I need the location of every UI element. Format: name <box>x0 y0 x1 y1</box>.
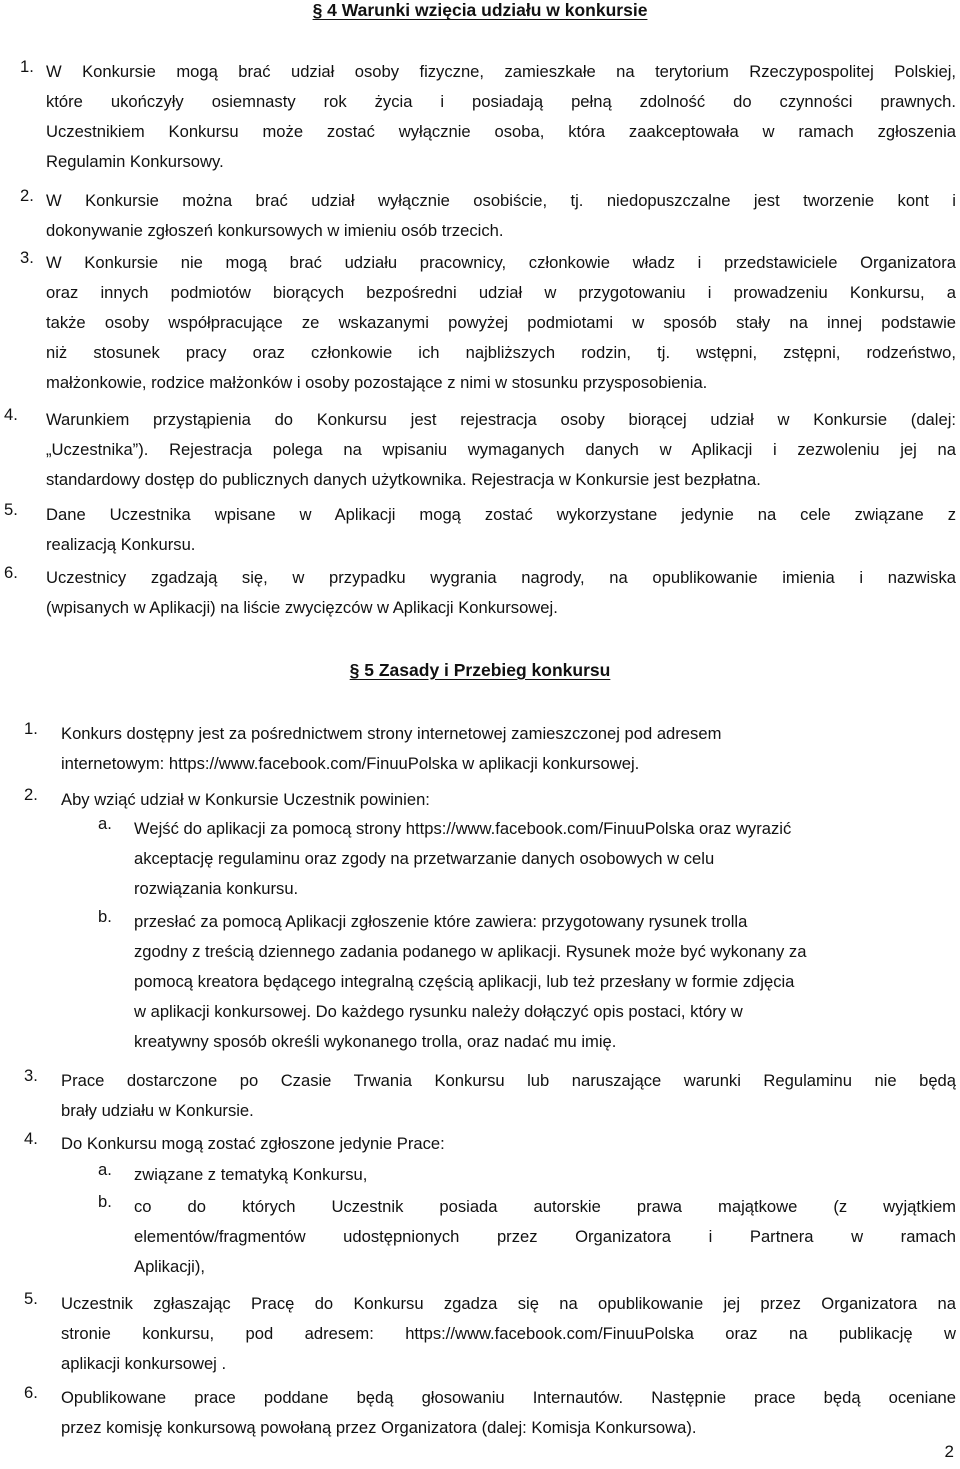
text-line: kreatywny sposób określi wykonanego trolla, oraz nadać mu imię. <box>134 1032 617 1051</box>
text-line: w aplikacji konkursowej. Do każdego rysunku należy dołączyć opis postaci, który w <box>134 1002 743 1021</box>
text-line: rozwiązania konkursu. <box>134 879 299 898</box>
item-text <box>46 57 956 177</box>
text-line: Regulamin Konkursowy. <box>46 152 224 171</box>
text-line: Warunkiem przystąpienia do Konkursu jest rejestracja osoby biorącej udział w Konkursie (dalej: <box>46 410 956 429</box>
text-line: Aplikacji), <box>134 1257 206 1276</box>
item-text <box>134 814 954 904</box>
item-text <box>46 500 956 560</box>
text-line: brały udziału w Konkursie. <box>61 1101 254 1120</box>
item-text <box>61 1066 956 1126</box>
text-line: (wpisanych w Aplikacji) na liście zwycięzców w Aplikacji Konkursowej. <box>46 598 558 617</box>
section-5-heading: § 5 Zasady i Przebieg konkursu <box>349 660 611 680</box>
item-number: 3. <box>20 248 34 267</box>
item-number: 1. <box>20 57 34 76</box>
text-line: stronie konkursu, pod adresem: https://www.facebook.com/FinuuPolska oraz na publikację w <box>61 1324 956 1343</box>
item-number: 6. <box>4 563 18 582</box>
text-line: dokonywanie zgłoszeń konkursowych w imieniu osób trzecich. <box>46 221 504 240</box>
text-line: realizacją Konkursu. <box>46 535 196 554</box>
text-line: także osoby współpracujące ze wskazanymi powyżej podmiotami w sposób stały na innej podstawie <box>46 313 956 332</box>
text-line: Dane Uczestnika wpisane w Aplikacji mogą zostać wykorzystane jedynie na cele związane z <box>46 505 956 524</box>
text-line: związane z tematyką Konkursu, <box>134 1165 368 1184</box>
item-text <box>134 907 954 1057</box>
text-line: przesłać za pomocą Aplikacji zgłoszenie które zawiera: przygotowany rysunek trolla <box>134 912 748 931</box>
item-number: 4. <box>24 1129 38 1148</box>
text-line: Uczestnik zgłaszając Pracę do Konkursu zgadza się na opublikowanie jej przez Organizatora na <box>61 1294 956 1313</box>
text-line: oraz innych podmiotów biorących bezpośredni udział w przygotowaniu i prowadzeniu Konkursu, a <box>46 283 956 302</box>
item-letter: a. <box>98 814 112 833</box>
item-text <box>46 186 956 246</box>
item-number: 3. <box>24 1066 38 1085</box>
item-letter: b. <box>98 1192 112 1211</box>
item-text <box>61 719 951 779</box>
text-line: Opublikowane prace poddane będą głosowaniu Internautów. Następnie prace będą oceniane <box>61 1388 956 1407</box>
section-4-heading: § 4 Warunki wzięcia udziału w konkursie <box>312 0 648 20</box>
text-line: aplikacji konkursowej . <box>61 1354 227 1373</box>
item-text <box>61 1129 951 1159</box>
text-line: Wejść do aplikacji za pomocą strony https://www.facebook.com/FinuuPolska oraz wyrazić <box>134 819 792 838</box>
page-number: 2 <box>944 1442 954 1461</box>
item-number: 4. <box>4 405 18 424</box>
item-number: 5. <box>4 500 18 519</box>
item-number: 2. <box>24 785 38 804</box>
text-line: co do których Uczestnik posiada autorskie prawa majątkowe (z wyjątkiem <box>134 1197 956 1216</box>
item-text <box>46 563 956 623</box>
item-text <box>61 1383 956 1443</box>
text-line: Aby wziąć udział w Konkursie Uczestnik powinien: <box>61 790 430 809</box>
text-line: internetowym: https://www.facebook.com/FinuuPolska w aplikacji konkursowej. <box>61 754 640 773</box>
item-text <box>134 1160 954 1190</box>
text-line: niż stosunek pracy oraz członkowie ich najbliższych rodzin, tj. wstępni, zstępni, rodzeństwo, <box>46 343 956 362</box>
text-line: elementów/fragmentów udostępnionych przez Organizatora i Partnera w ramach <box>134 1227 956 1246</box>
text-line: Konkurs dostępny jest za pośrednictwem strony internetowej zamieszczonej pod adresem <box>61 724 722 743</box>
item-number: 2. <box>20 186 34 205</box>
text-line: małżonkowie, rodzice małżonków i osoby pozostające z nimi w stosunku przysposobienia. <box>46 373 708 392</box>
item-letter: a. <box>98 1160 112 1179</box>
item-number: 6. <box>24 1383 38 1402</box>
text-line: akceptację regulaminu oraz zgody na przetwarzanie danych osobowych w celu <box>134 849 715 868</box>
text-line: W Konkursie mogą brać udział osoby fizyczne, zamieszkałe na terytorium Rzeczypospolitej Polskiej, <box>46 62 956 81</box>
item-text <box>46 248 956 398</box>
text-line: „Uczestnika”). Rejestracja polega na wpisaniu wymaganych danych w Aplikacji i zezwoleniu jej na <box>46 440 956 459</box>
text-line: pomocą kreatora będącego integralną częścią aplikacji, lub też przesłany w formie zdjęcia <box>134 972 795 991</box>
text-line: Uczestnikiem Konkursu może zostać wyłącznie osoba, która zaakceptowała w ramach zgłoszenia <box>46 122 956 141</box>
text-line: Uczestnicy zgadzają się, w przypadku wygrania nagrody, na opublikowanie imienia i nazwiska <box>46 568 956 587</box>
text-line: W Konkursie nie mogą brać udziału pracownicy, członkowie władz i przedstawiciele Organizatora <box>46 253 956 272</box>
text-line: Prace dostarczone po Czasie Trwania Konkursu lub naruszające warunki Regulaminu nie będą <box>61 1071 956 1090</box>
text-line: W Konkursie można brać udział wyłącznie osobiście, tj. niedopuszczalne jest tworzenie kont i <box>46 191 956 210</box>
item-number: 1. <box>24 719 38 738</box>
item-number: 5. <box>24 1289 38 1308</box>
item-text <box>61 1289 956 1379</box>
text-line: Do Konkursu mogą zostać zgłoszone jedynie Prace: <box>61 1134 445 1153</box>
item-letter: b. <box>98 907 112 926</box>
item-text <box>134 1192 956 1282</box>
text-line: standardowy dostęp do publicznych danych użytkownika. Rejestracja w Konkursie jest bezpłatna. <box>46 470 761 489</box>
item-text <box>46 405 956 495</box>
text-line: które ukończyły osiemnasty rok życia i posiadają pełną zdolność do czynności prawnych. <box>46 92 956 111</box>
text-line: zgodny z treścią dziennego zadania podanego w aplikacji. Rysunek może być wykonany za <box>134 942 807 961</box>
item-text <box>61 785 951 815</box>
text-line: przez komisję konkursową powołaną przez Organizatora (dalej: Komisja Konkursowa). <box>61 1418 697 1437</box>
